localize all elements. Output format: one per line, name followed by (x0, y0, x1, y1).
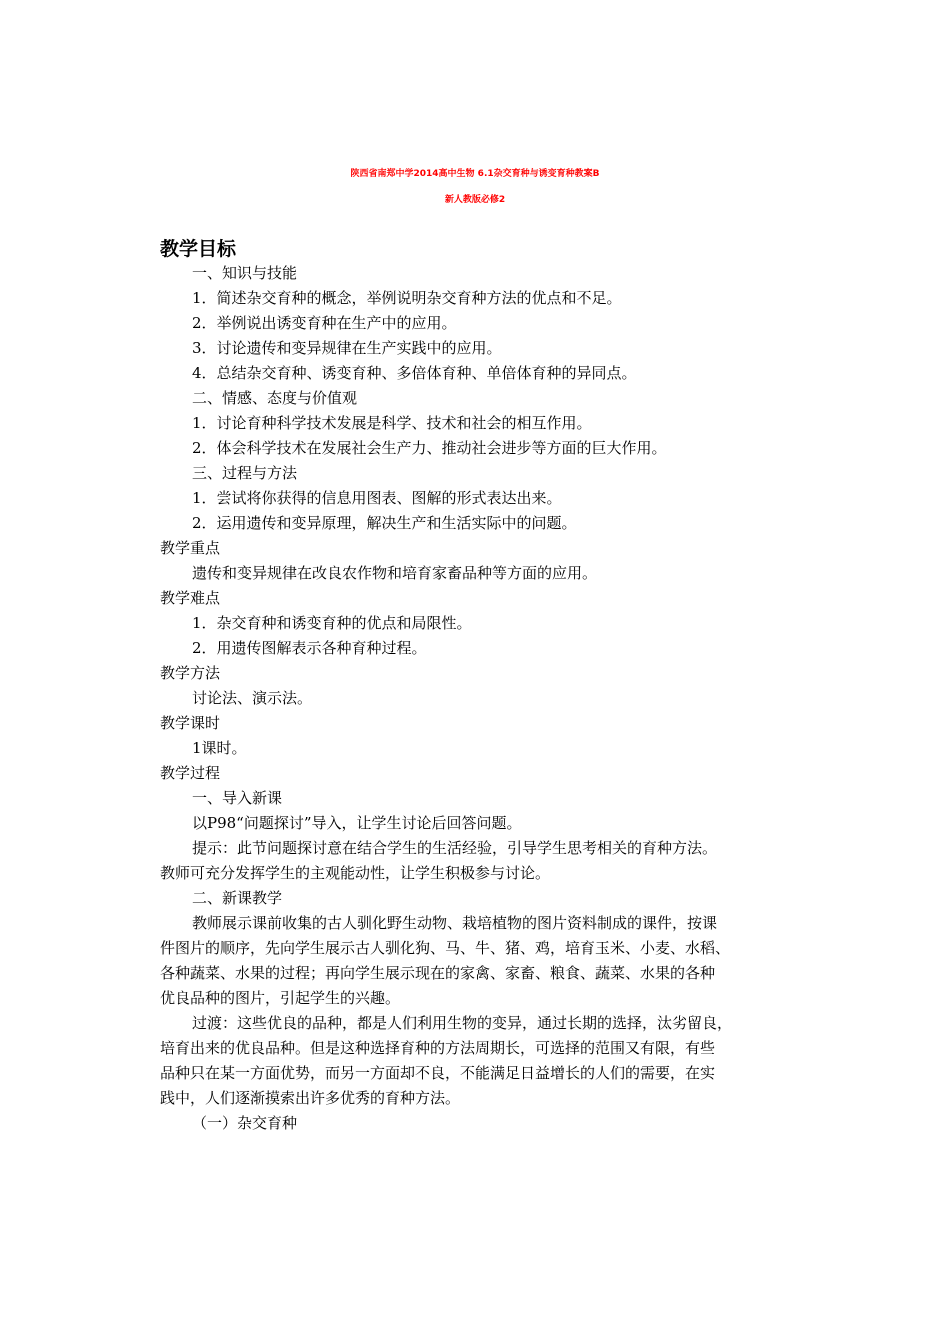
paragraph-line: 提示：此节问题探讨意在结合学生的生活经验，引导学生思考相关的育种方法。 (192, 839, 718, 857)
section-heading-methods: 教学方法 (160, 664, 221, 682)
document-title-line-2: 新人教版必修2 (444, 195, 506, 205)
section-heading-process: 教学过程 (160, 764, 221, 782)
objective-item: 3．讨论遗传和变异规律在生产实践中的应用。 (192, 339, 502, 357)
subsection-heading: 二、情感、态度与价值观 (192, 389, 358, 407)
subsection-heading: （一）杂交育种 (192, 1114, 298, 1132)
list-item: 1．杂交育种和诱变育种的优点和局限性。 (192, 614, 472, 632)
objectives-heading: 教学目标 (160, 238, 237, 260)
paragraph-line: 培育出来的优良品种。但是这种选择育种的方法周期长，可选择的范围又有限，有些 (160, 1039, 716, 1057)
subsection-heading: 三、过程与方法 (192, 464, 298, 482)
objective-item: 1．尝试将你获得的信息用图表、图解的形式表达出来。 (192, 489, 562, 507)
paragraph-line: 过渡：这些优良的品种，都是人们利用生物的变异，通过长期的选择，汰劣留良， (192, 1014, 733, 1032)
section-heading-difficulties: 教学难点 (160, 589, 221, 607)
paragraph-line: 践中，人们逐渐摸索出许多优秀的育种方法。 (160, 1089, 461, 1107)
objective-item: 1．讨论育种科学技术发展是科学、技术和社会的相互作用。 (192, 414, 592, 432)
objective-item: 2．运用遗传和变异原理，解决生产和生活实际中的问题。 (192, 514, 577, 532)
paragraph-line: 讨论法、演示法。 (192, 689, 313, 707)
paragraph-line: 品种只在某一方面优势，而另一方面却不良，不能满足日益增长的人们的需要，在实 (160, 1064, 716, 1082)
subsection-heading: 一、导入新课 (192, 789, 283, 807)
paragraph-line: 件图片的顺序，先向学生展示古人驯化狗、马、牛、猪、鸡，培育玉米、小麦、水稻、 (160, 939, 731, 957)
paragraph-line: 教师可充分发挥学生的主观能动性，让学生积极参与讨论。 (160, 864, 551, 882)
paragraph-line: 1课时。 (192, 739, 247, 757)
subsection-heading: 二、新课教学 (192, 889, 283, 907)
list-item: 2．用遗传图解表示各种育种过程。 (192, 639, 427, 657)
section-heading-class-hours: 教学课时 (160, 714, 221, 732)
paragraph-line: 遗传和变异规律在改良农作物和培育家畜品种等方面的应用。 (192, 564, 598, 582)
paragraph-line: 以P98“问题探讨”导入，让学生讨论后回答问题。 (192, 814, 522, 832)
paragraph-line: 教师展示课前收集的古人驯化野生动物、栽培植物的图片资料制成的课件，按课 (192, 914, 718, 932)
document-title-line-1: 陕西省南郑中学2014高中生物 6.1杂交育种与诱变育种教案B (350, 169, 600, 179)
objective-item: 4．总结杂交育种、诱变育种、多倍体育种、单倍体育种的异同点。 (192, 364, 637, 382)
subsection-heading: 一、知识与技能 (192, 264, 298, 282)
objective-item: 2．体会科学技术在发展社会生产力、推动社会进步等方面的巨大作用。 (192, 439, 667, 457)
section-heading-key-points: 教学重点 (160, 539, 221, 557)
paragraph-line: 各种蔬菜、水果的过程；再向学生展示现在的家禽、家畜、粮食、蔬菜、水果的各种 (160, 964, 716, 982)
objective-item: 2．举例说出诱变育种在生产中的应用。 (192, 314, 457, 332)
paragraph-line: 优良品种的图片，引起学生的兴趣。 (160, 989, 401, 1007)
objective-item: 1．简述杂交育种的概念，举例说明杂交育种方法的优点和不足。 (192, 289, 622, 307)
